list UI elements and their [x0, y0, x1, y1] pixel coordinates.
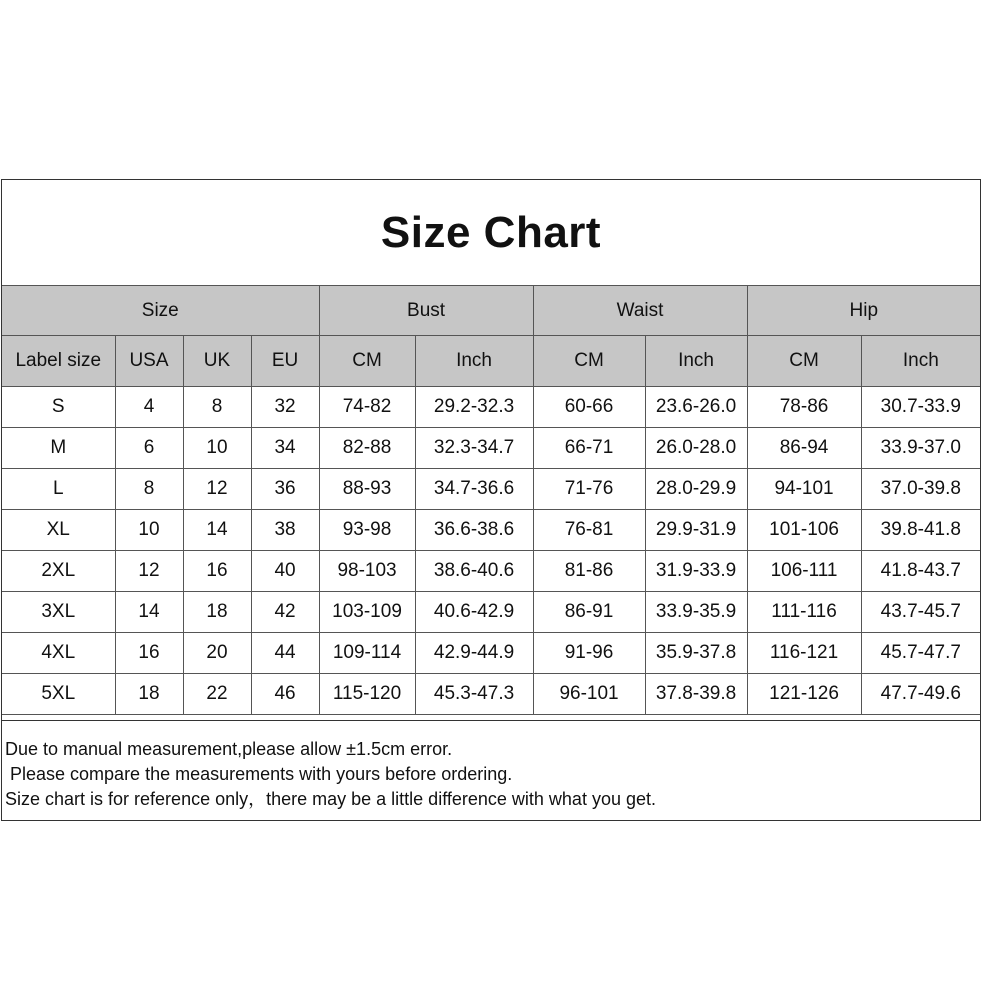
column-header: Inch	[861, 336, 980, 387]
table-cell: XL	[2, 510, 115, 551]
table-cell: 14	[115, 592, 183, 633]
group-header-row	[2, 286, 980, 336]
table-row	[2, 551, 980, 592]
table-cell: 60-66	[533, 387, 645, 428]
table-cell: 96-101	[533, 674, 645, 715]
table-cell: 44	[251, 633, 319, 674]
table-cell: 16	[115, 633, 183, 674]
table-row	[2, 592, 980, 633]
table-cell: 22	[183, 674, 251, 715]
note-line: Please compare the measurements with yours before ordering.	[5, 764, 513, 784]
table-cell: 3XL	[2, 592, 115, 633]
table-cell: 43.7-45.7	[861, 592, 980, 633]
table-cell: 111-116	[747, 592, 861, 633]
table-cell: 34	[251, 428, 319, 469]
table-cell: 18	[183, 592, 251, 633]
table-row	[2, 674, 980, 715]
table-cell: 29.2-32.3	[415, 387, 533, 428]
size-chart-sheet	[1, 179, 981, 821]
table-cell: 45.3-47.3	[415, 674, 533, 715]
column-header: Label size	[2, 336, 115, 387]
column-header-row	[2, 336, 980, 387]
table-cell: S	[2, 387, 115, 428]
table-cell: 45.7-47.7	[861, 633, 980, 674]
table-cell: 33.9-35.9	[645, 592, 747, 633]
table-cell: 38.6-40.6	[415, 551, 533, 592]
table-cell: 10	[115, 510, 183, 551]
table-cell: 41.8-43.7	[861, 551, 980, 592]
group-hip: Hip	[747, 286, 980, 336]
table-cell: 5XL	[2, 674, 115, 715]
column-header: Inch	[415, 336, 533, 387]
size-table	[2, 285, 980, 715]
table-cell: 4	[115, 387, 183, 428]
group-size: Size	[2, 286, 319, 336]
table-cell: 2XL	[2, 551, 115, 592]
column-header: CM	[319, 336, 415, 387]
table-cell: 47.7-49.6	[861, 674, 980, 715]
table-cell: 37.8-39.8	[645, 674, 747, 715]
table-cell: 18	[115, 674, 183, 715]
table-cell: 6	[115, 428, 183, 469]
table-cell: 38	[251, 510, 319, 551]
table-cell: 74-82	[319, 387, 415, 428]
table-cell: 121-126	[747, 674, 861, 715]
column-header: UK	[183, 336, 251, 387]
table-cell: 14	[183, 510, 251, 551]
table-cell: 40.6-42.9	[415, 592, 533, 633]
table-cell: 42.9-44.9	[415, 633, 533, 674]
column-header: CM	[747, 336, 861, 387]
table-cell: 31.9-33.9	[645, 551, 747, 592]
table-cell: L	[2, 469, 115, 510]
table-cell: 106-111	[747, 551, 861, 592]
table-cell: 16	[183, 551, 251, 592]
table-cell: 26.0-28.0	[645, 428, 747, 469]
column-header: EU	[251, 336, 319, 387]
table-cell: 115-120	[319, 674, 415, 715]
table-row	[2, 633, 980, 674]
column-header: Inch	[645, 336, 747, 387]
table-cell: 116-121	[747, 633, 861, 674]
table-cell: 91-96	[533, 633, 645, 674]
table-cell: 10	[183, 428, 251, 469]
table-cell: 78-86	[747, 387, 861, 428]
table-cell: 20	[183, 633, 251, 674]
table-cell: 30.7-33.9	[861, 387, 980, 428]
table-cell: 98-103	[319, 551, 415, 592]
table-cell: 35.9-37.8	[645, 633, 747, 674]
group-waist: Waist	[533, 286, 747, 336]
table-cell: 93-98	[319, 510, 415, 551]
table-cell: 88-93	[319, 469, 415, 510]
table-cell: 23.6-26.0	[645, 387, 747, 428]
table-cell: 46	[251, 674, 319, 715]
table-cell: 86-91	[533, 592, 645, 633]
table-cell: 8	[183, 387, 251, 428]
table-cell: 40	[251, 551, 319, 592]
table-cell: 66-71	[533, 428, 645, 469]
table-cell: 39.8-41.8	[861, 510, 980, 551]
title-row	[2, 180, 980, 286]
table-row	[2, 428, 980, 469]
table-cell: 81-86	[533, 551, 645, 592]
table-cell: 42	[251, 592, 319, 633]
table-cell: 37.0-39.8	[861, 469, 980, 510]
table-cell: M	[2, 428, 115, 469]
note-line: Due to manual measurement,please allow ±1.5cm error.	[5, 739, 453, 759]
table-cell: 33.9-37.0	[861, 428, 980, 469]
table-cell: 12	[183, 469, 251, 510]
table-cell: 32.3-34.7	[415, 428, 533, 469]
column-header: USA	[115, 336, 183, 387]
table-row	[2, 469, 980, 510]
table-cell: 103-109	[319, 592, 415, 633]
table-cell: 101-106	[747, 510, 861, 551]
note-line: Size chart is for reference only，there may be a little difference with what you get.	[5, 789, 656, 809]
table-cell: 4XL	[2, 633, 115, 674]
table-cell: 34.7-36.6	[415, 469, 533, 510]
table-cell: 36	[251, 469, 319, 510]
table-cell: 12	[115, 551, 183, 592]
table-cell: 8	[115, 469, 183, 510]
table-cell: 94-101	[747, 469, 861, 510]
group-bust: Bust	[319, 286, 533, 336]
table-row	[2, 387, 980, 428]
table-row	[2, 510, 980, 551]
table-cell: 29.9-31.9	[645, 510, 747, 551]
column-header: CM	[533, 336, 645, 387]
table-cell: 86-94	[747, 428, 861, 469]
table-cell: 71-76	[533, 469, 645, 510]
table-cell: 109-114	[319, 633, 415, 674]
notes	[2, 720, 980, 820]
table-cell: 82-88	[319, 428, 415, 469]
table-cell: 36.6-38.6	[415, 510, 533, 551]
chart-title: Size Chart	[380, 207, 602, 257]
table-cell: 76-81	[533, 510, 645, 551]
size-table-body	[2, 387, 980, 715]
table-cell: 32	[251, 387, 319, 428]
table-cell: 28.0-29.9	[645, 469, 747, 510]
